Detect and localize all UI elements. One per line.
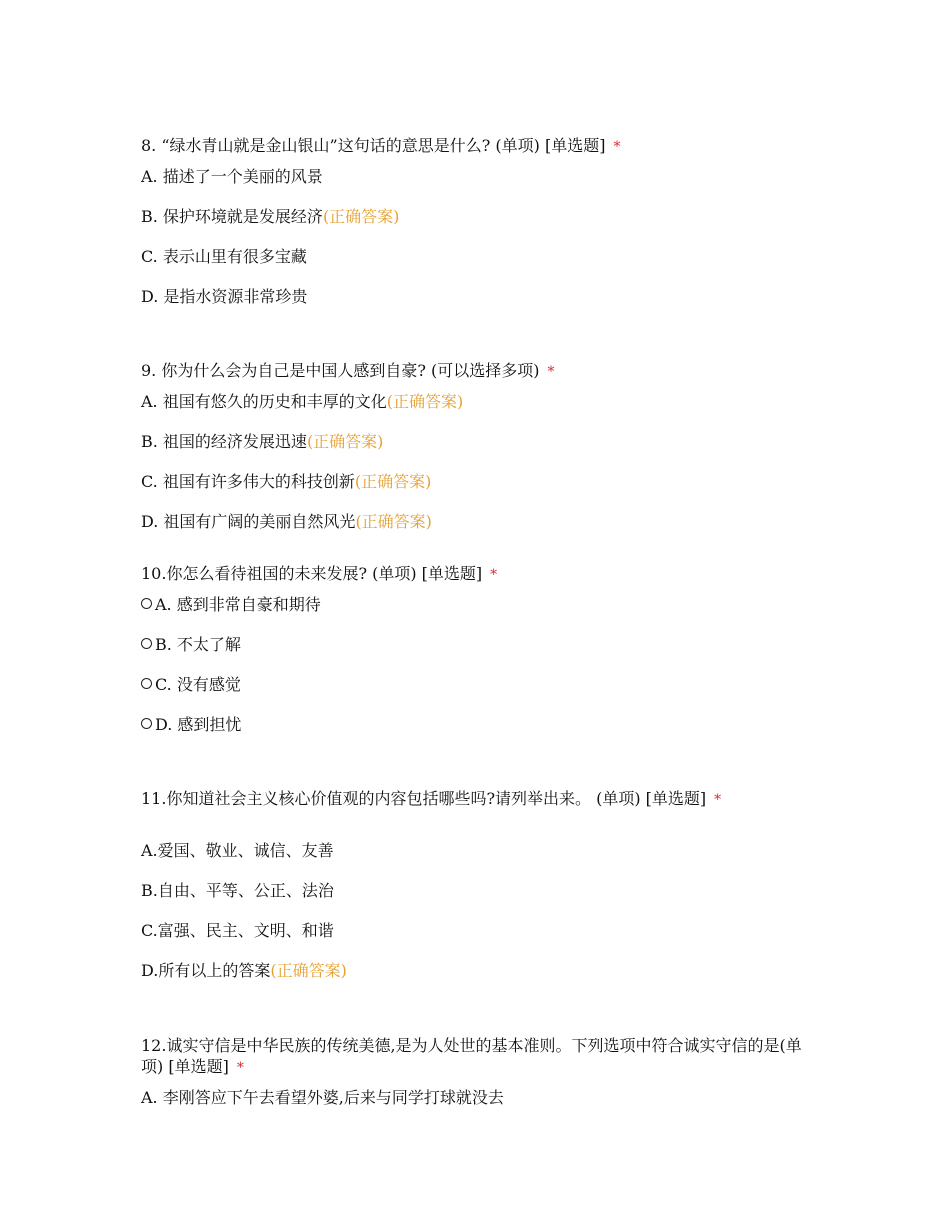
question-12-title: 12.诚实守信是中华民族的传统美德,是为人处世的基本准则。下列选项中符合诚实守信的是(单项) [单选题] * xyxy=(141,1036,802,1076)
question-11-title: 11.你知道社会主义核心价值观的内容包括哪些吗?请列举出来。 (单项) [单选题] * xyxy=(141,789,722,808)
correct-answer-tag: (正确答案) xyxy=(354,472,432,491)
question-9-title: 9. 你为什么会为自己是中国人感到自豪? (可以选择多项) * xyxy=(141,361,555,380)
q10-option-d[interactable]: D. 感到担忧 xyxy=(141,714,811,736)
question-10-title: 10.你怎么看待祖国的未来发展? (单项) [单选题] * xyxy=(141,564,498,583)
q10-option-b[interactable]: B. 不太了解 xyxy=(141,634,811,656)
radio-circle-icon[interactable] xyxy=(141,598,152,609)
required-mark: * xyxy=(547,364,555,380)
q9-option-c[interactable]: C. 祖国有许多伟大的科技创新(正确答案) xyxy=(141,472,432,491)
radio-circle-icon[interactable] xyxy=(141,678,152,689)
q12-option-a[interactable]: A. 李刚答应下午去看望外婆,后来与同学打球就没去 xyxy=(141,1088,504,1107)
correct-answer-tag: (正确答案) xyxy=(322,207,400,226)
required-mark: * xyxy=(714,792,722,808)
q11-option-b[interactable]: B.自由、平等、公正、法治 xyxy=(141,881,334,900)
correct-answer-tag: (正确答案) xyxy=(386,392,464,411)
q8-option-b[interactable]: B. 保护环境就是发展经济(正确答案) xyxy=(141,207,400,226)
question-8-title: 8. “绿水青山就是金山银山”这句话的意思是什么? (单项) [单选题] * xyxy=(141,136,621,155)
required-mark: * xyxy=(490,567,498,583)
q11-option-c[interactable]: C.富强、民主、文明、和谐 xyxy=(141,921,334,940)
correct-answer-tag: (正确答案) xyxy=(306,432,384,451)
q9-option-b[interactable]: B. 祖国的经济发展迅速(正确答案) xyxy=(141,432,384,451)
required-mark: * xyxy=(613,139,621,155)
q9-option-a[interactable]: A. 祖国有悠久的历史和丰厚的文化(正确答案) xyxy=(141,392,464,411)
q11-option-d[interactable]: D.所有以上的答案(正确答案) xyxy=(141,961,347,980)
q8-option-c[interactable]: C. 表示山里有很多宝藏 xyxy=(141,247,307,266)
q8-option-a[interactable]: A. 描述了一个美丽的风景 xyxy=(141,167,323,186)
correct-answer-tag: (正确答案) xyxy=(355,512,432,531)
radio-circle-icon[interactable] xyxy=(141,638,152,649)
q9-option-d[interactable]: D. 祖国有广阔的美丽自然风光(正确答案) xyxy=(141,512,432,531)
required-mark: * xyxy=(236,1060,244,1076)
q8-option-d[interactable]: D. 是指水资源非常珍贵 xyxy=(141,287,308,306)
q10-option-c[interactable]: C. 没有感觉 xyxy=(141,674,811,696)
q11-option-a[interactable]: A.爱国、敬业、诚信、友善 xyxy=(141,841,334,860)
radio-circle-icon[interactable] xyxy=(141,718,152,729)
correct-answer-tag: (正确答案) xyxy=(270,961,347,980)
q10-option-a[interactable]: A. 感到非常自豪和期待 xyxy=(141,594,811,616)
